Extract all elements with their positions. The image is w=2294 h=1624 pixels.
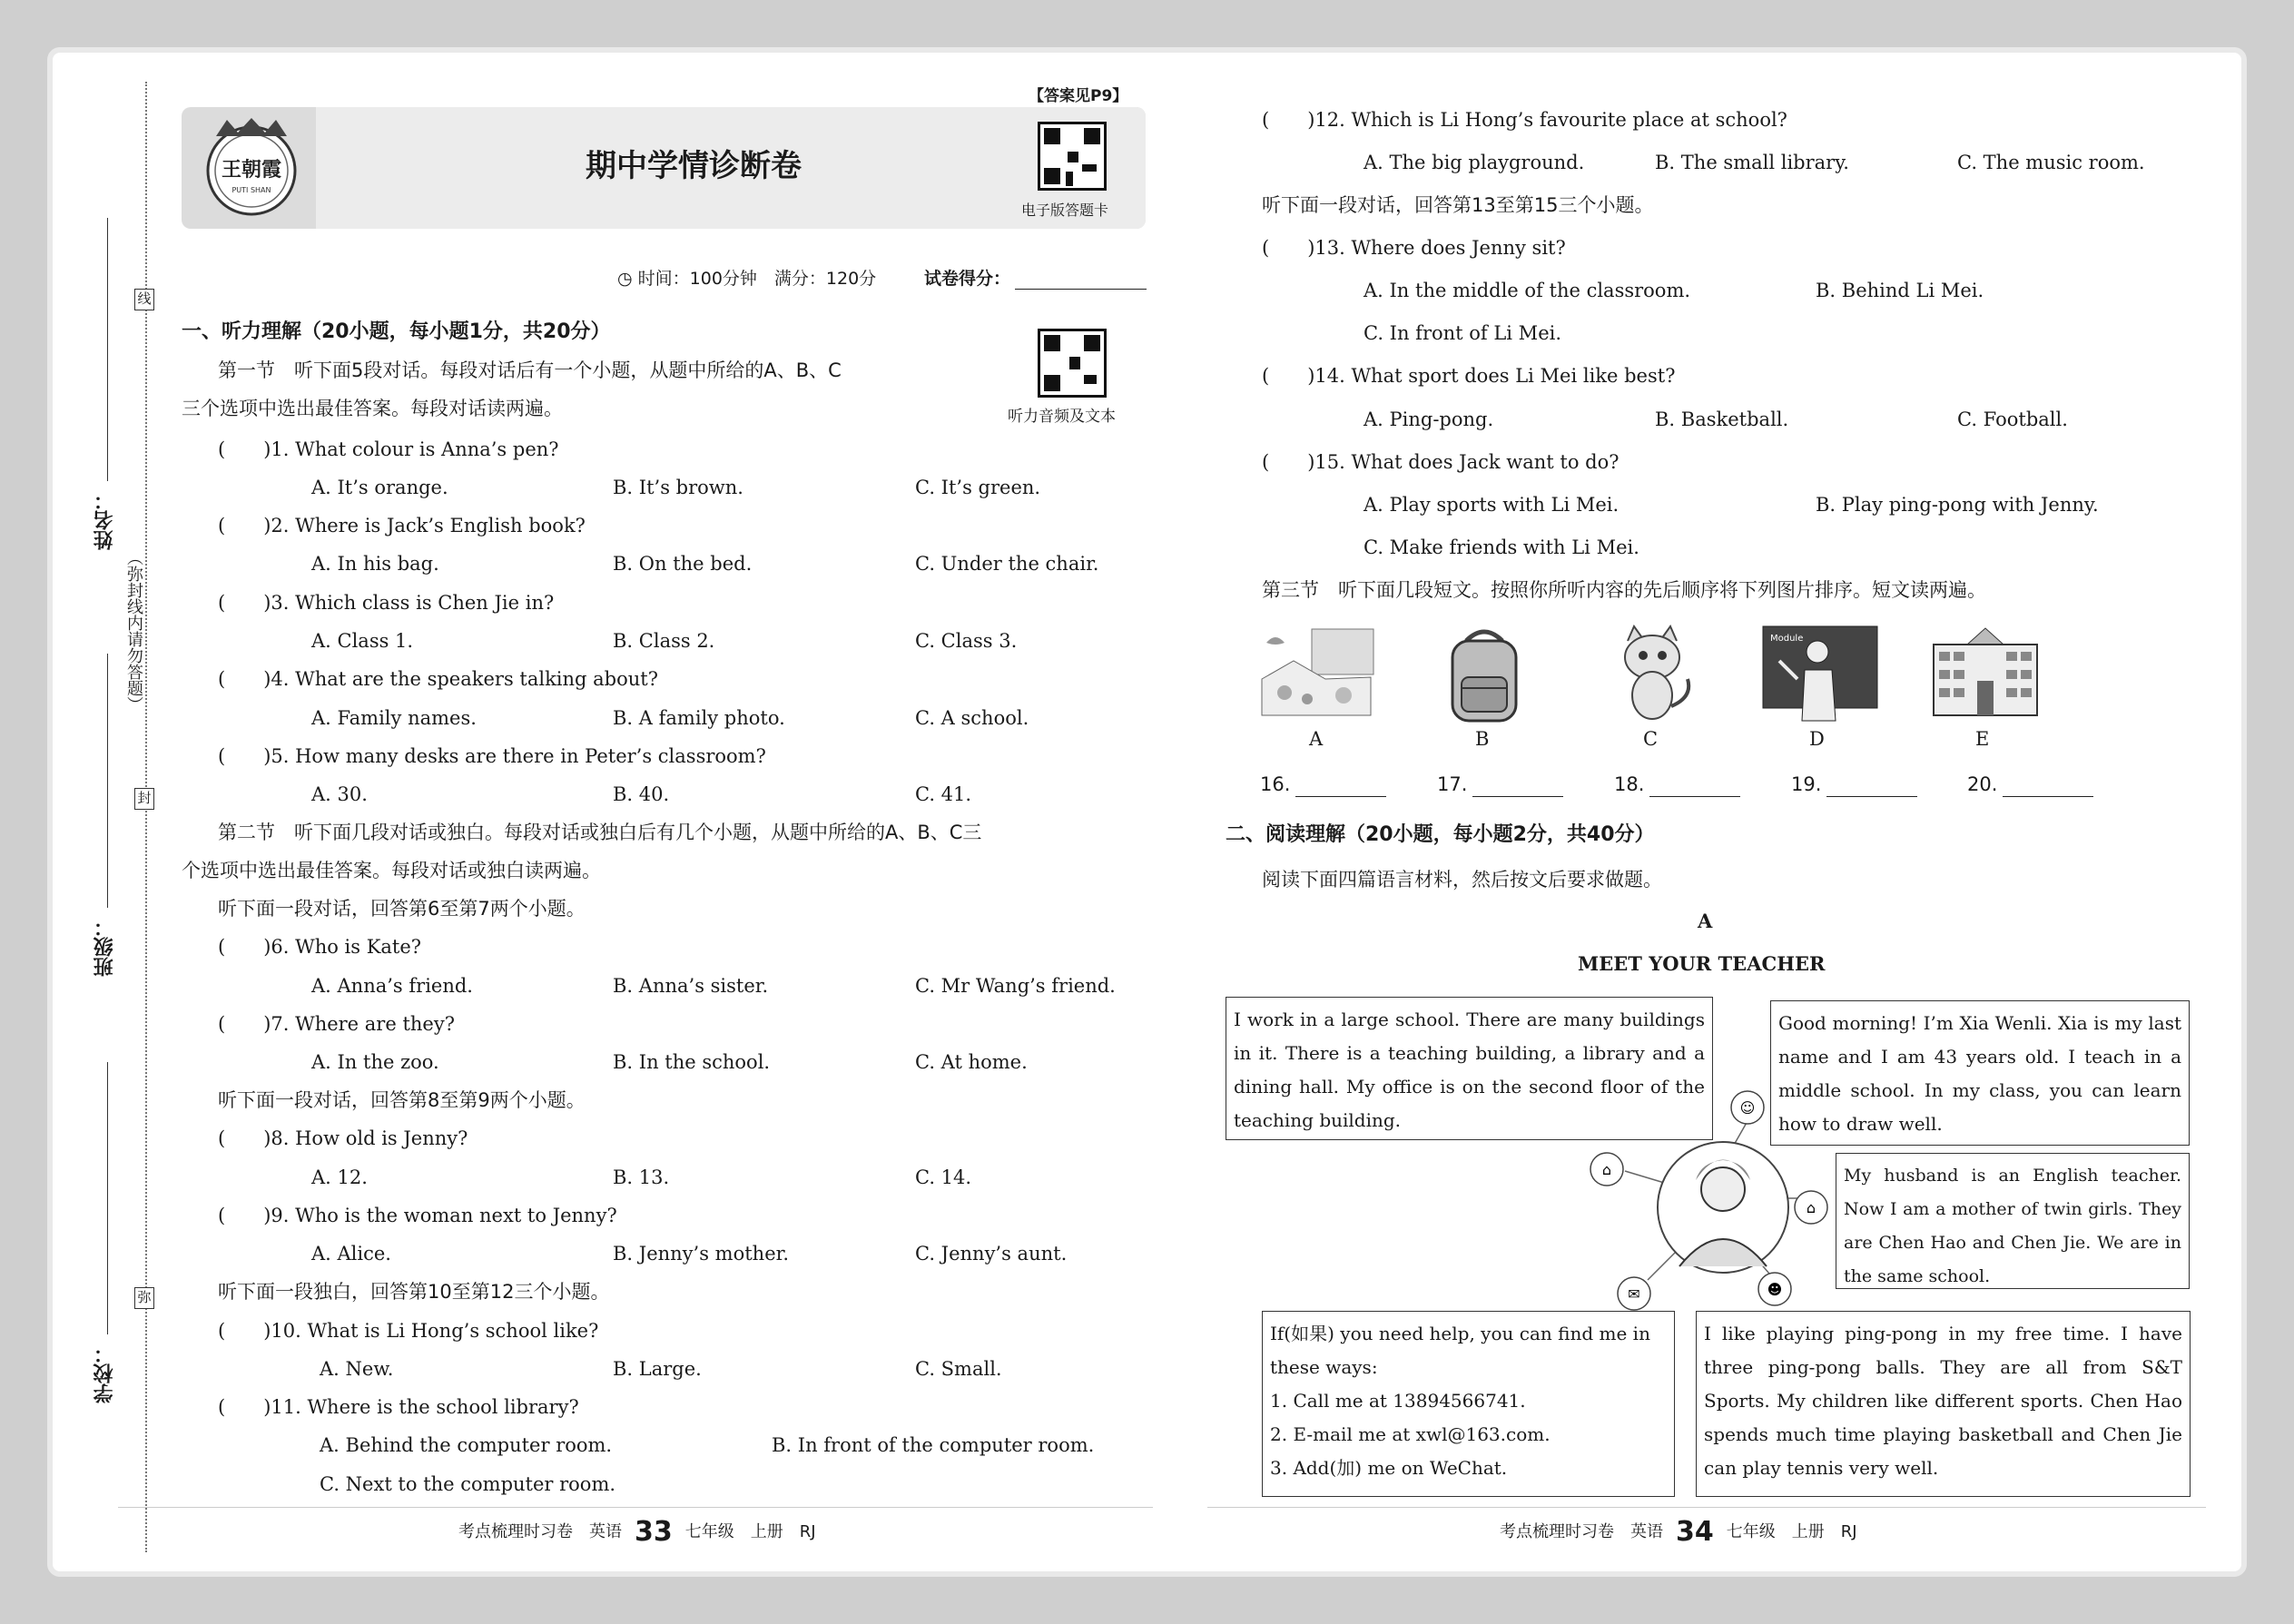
seal-char-xian: 线 bbox=[134, 289, 154, 310]
q2-option-c: C. Under the chair. bbox=[915, 553, 1099, 575]
q5-option-c: C. 41. bbox=[915, 783, 972, 805]
instruction-10-12: 听下面一段独白，回答第10至第12三个小题。 bbox=[218, 1281, 610, 1303]
q13-option-b: B. Behind Li Mei. bbox=[1816, 280, 1984, 301]
q2-option-a: A. In his bag. bbox=[311, 553, 439, 575]
picture-a-playground-icon bbox=[1257, 625, 1375, 724]
instruction-8-9: 听下面一段对话，回答第8至第9两个小题。 bbox=[218, 1089, 586, 1111]
question-2: ( )2. Where is Jack’s English book? bbox=[218, 515, 586, 536]
svg-text:⌂: ⌂ bbox=[1806, 1199, 1816, 1216]
q15-option-c: C. Make friends with Li Mei. bbox=[1364, 536, 1639, 558]
logo-seal-icon bbox=[198, 116, 305, 220]
question-8: ( )8. How old is Jenny? bbox=[218, 1127, 468, 1149]
q7-option-b: B. In the school. bbox=[613, 1051, 771, 1073]
q4-option-b: B. A family photo. bbox=[613, 707, 785, 729]
q13-option-a: A. In the middle of the classroom. bbox=[1364, 280, 1691, 301]
seal-note: （弥封线内请勿答题） bbox=[124, 549, 143, 713]
answer-card-qr-icon[interactable] bbox=[1038, 122, 1107, 191]
q9-option-c: C. Jenny’s aunt. bbox=[915, 1243, 1068, 1265]
picture-d-teacher-icon bbox=[1761, 625, 1879, 724]
svg-text:Module: Module bbox=[1770, 634, 1804, 644]
q8-option-c: C. 14. bbox=[915, 1166, 972, 1188]
question-9: ( )9. Who is the woman next to Jenny? bbox=[218, 1205, 617, 1226]
score-label: 试卷得分： bbox=[924, 269, 1011, 289]
q7-option-c: C. At home. bbox=[915, 1051, 1028, 1073]
passage-box-family: My husband is an English teacher. Now I am a mother of twin girls. They are Chen Hao and Chen Jie. We are in the same school. bbox=[1836, 1153, 2190, 1289]
q12-option-c: C. The music room. bbox=[1957, 152, 2145, 173]
q11-option-c: C. Next to the computer room. bbox=[320, 1473, 616, 1495]
school-label: 学校： bbox=[94, 1343, 116, 1403]
blank-19[interactable]: 19. bbox=[1791, 772, 1917, 797]
q2-option-b: B. On the bed. bbox=[613, 553, 753, 575]
q7-option-a: A. In the zoo. bbox=[311, 1051, 439, 1073]
instruction-6-7: 听下面一段对话，回答第6至第7两个小题。 bbox=[218, 898, 586, 920]
passage-letter: A bbox=[1698, 910, 1713, 932]
passage-box-hobby: I like playing ping-pong in my free time. I have three ping-pong balls. They are all from S&T Sports. My children like different sports. Chen Hao spends much time playing basketball and Chen Jie can play tennis very well. bbox=[1696, 1311, 2191, 1497]
exam-info: ◷ 时间：100分钟 满分：120分 bbox=[617, 269, 877, 289]
part2-title: 二、阅读理解（20小题，每小题2分，共40分） bbox=[1226, 823, 1655, 846]
q4-option-a: A. Family names. bbox=[311, 707, 477, 729]
q3-option-a: A. Class 1. bbox=[311, 630, 414, 652]
page-title: 期中学情诊断卷 bbox=[586, 148, 802, 184]
question-6: ( )6. Who is Kate? bbox=[218, 936, 422, 958]
q9-option-b: B. Jenny’s mother. bbox=[613, 1243, 790, 1265]
q14-option-b: B. Basketball. bbox=[1655, 408, 1789, 430]
sec3-instruction: 第三节 听下面几段短文。按照你所听内容的先后顺序将下列图片排序。短文读两遍。 bbox=[1262, 579, 1986, 601]
q10-option-a: A. New. bbox=[320, 1358, 394, 1380]
svg-text:☺: ☺ bbox=[1739, 1099, 1756, 1117]
header-banner bbox=[182, 87, 1146, 229]
footer-right: 考点梳理时习卷 英语 34 七年级 上册 RJ bbox=[1500, 1516, 1857, 1548]
question-4: ( )4. What are the speakers talking about? bbox=[218, 668, 658, 690]
q11-option-b: B. In front of the computer room. bbox=[772, 1434, 1095, 1456]
name-field[interactable] bbox=[107, 218, 108, 481]
question-10: ( )10. What is Li Hong’s school like? bbox=[218, 1320, 599, 1342]
q8-option-b: B. 13. bbox=[613, 1166, 670, 1188]
question-12: ( )12. Which is Li Hong’s favourite place at school? bbox=[1262, 109, 1787, 131]
passage-box-intro: Good morning! I’m Xia Wenli. Xia is my last name and I am 43 years old. I teach in a middle school. In my class, you can learn how to draw well. bbox=[1770, 1000, 2190, 1146]
q14-option-a: A. Ping-pong. bbox=[1364, 408, 1494, 430]
picture-c-cat-icon bbox=[1593, 625, 1711, 724]
clock-icon: ◷ bbox=[617, 269, 633, 289]
q8-option-a: A. 12. bbox=[311, 1166, 368, 1188]
question-14: ( )14. What sport does Li Mei like best? bbox=[1262, 365, 1676, 387]
q6-option-a: A. Anna’s friend. bbox=[311, 975, 473, 997]
picture-label-d: D bbox=[1809, 728, 1825, 750]
passage-box-work: I work in a large school. There are many buildings in it. There is a teaching building, a library and a dining hall. My office is on the second floor of the teaching building. bbox=[1226, 997, 1713, 1140]
q5-option-a: A. 30. bbox=[311, 783, 368, 805]
picture-label-e: E bbox=[1975, 728, 1990, 750]
q13-option-c: C. In front of Li Mei. bbox=[1364, 322, 1562, 344]
listening-qr-caption: 听力音频及文本 bbox=[1008, 408, 1116, 426]
q4-option-c: C. A school. bbox=[915, 707, 1029, 729]
question-5: ( )5. How many desks are there in Peter’s classroom? bbox=[218, 745, 766, 767]
part1-title: 一、听力理解（20小题，每小题1分，共20分） bbox=[182, 320, 611, 343]
picture-label-b: B bbox=[1475, 728, 1490, 750]
q9-option-a: A. Alice. bbox=[311, 1243, 391, 1265]
picture-label-c: C bbox=[1643, 728, 1659, 750]
qr-caption: 电子版答题卡 bbox=[1021, 202, 1109, 219]
question-15: ( )15. What does Jack want to do? bbox=[1262, 451, 1620, 473]
score-field[interactable] bbox=[1015, 289, 1147, 290]
q6-option-b: B. Anna’s sister. bbox=[613, 975, 769, 997]
listening-audio-qr-icon[interactable] bbox=[1038, 329, 1107, 398]
q11-option-a: A. Behind the computer room. bbox=[320, 1434, 613, 1456]
question-13: ( )13. Where does Jenny sit? bbox=[1262, 237, 1566, 259]
blank-18[interactable]: 18. bbox=[1614, 772, 1740, 797]
seal-char-mi: 弥 bbox=[134, 1287, 154, 1309]
q15-option-a: A. Play sports with Li Mei. bbox=[1364, 494, 1620, 516]
q10-option-c: C. Small. bbox=[915, 1358, 1002, 1380]
q10-option-b: B. Large. bbox=[613, 1358, 702, 1380]
part2-instruction: 阅读下面四篇语言材料，然后按文后要求做题。 bbox=[1262, 869, 1662, 891]
logo-text: 王朝霞 bbox=[221, 158, 282, 182]
answer-reference: 【答案见P9】 bbox=[1029, 87, 1128, 105]
blank-17[interactable]: 17. bbox=[1437, 772, 1563, 797]
passage-box-contact: If(如果) you need help, you can find me in these ways: 1. Call me at 13894566741. 2. E-mail me at xwl@163.com. 3. Add(加) me on WeChat. bbox=[1262, 1311, 1675, 1497]
q12-option-b: B. The small library. bbox=[1655, 152, 1849, 173]
picture-e-school-building-icon bbox=[1926, 625, 2044, 724]
passage-title: MEET YOUR TEACHER bbox=[1578, 952, 1826, 975]
q15-option-b: B. Play ping-pong with Jenny. bbox=[1816, 494, 2099, 516]
sec2-instruction-1: 第二节 听下面几段对话或独白。每段对话或独白后有几个小题，从题中所给的A、B、C三 bbox=[218, 822, 982, 843]
q12-option-a: A. The big playground. bbox=[1364, 152, 1585, 173]
school-field[interactable] bbox=[107, 1062, 108, 1334]
question-7: ( )7. Where are they? bbox=[218, 1013, 455, 1035]
q5-option-b: B. 40. bbox=[613, 783, 670, 805]
q1-option-c: C. It’s green. bbox=[915, 477, 1041, 498]
blank-20[interactable]: 20. bbox=[1967, 772, 2093, 797]
sec2-instruction-2: 个选项中选出最佳答案。每段对话或独白读两遍。 bbox=[182, 860, 601, 881]
svg-text:☻: ☻ bbox=[1767, 1281, 1783, 1298]
class-label: 班级： bbox=[94, 917, 116, 977]
picture-b-schoolbag-icon bbox=[1425, 625, 1543, 724]
name-label: 姓名： bbox=[94, 490, 116, 550]
sec1-instruction-2: 三个选项中选出最佳答案。每段对话读两遍。 bbox=[182, 398, 563, 419]
logo-subtext: PUTI SHAN bbox=[231, 186, 271, 194]
q3-option-c: C. Class 3. bbox=[915, 630, 1018, 652]
picture-label-a: A bbox=[1309, 728, 1324, 750]
q6-option-c: C. Mr Wang’s friend. bbox=[915, 975, 1116, 997]
seal-char-feng: 封 bbox=[134, 788, 154, 810]
svg-text:✉: ✉ bbox=[1628, 1285, 1640, 1303]
q1-option-b: B. It’s brown. bbox=[613, 477, 743, 498]
q14-option-c: C. Football. bbox=[1957, 408, 2068, 430]
blank-16[interactable]: 16. bbox=[1260, 772, 1386, 797]
instruction-13-15: 听下面一段对话，回答第13至第15三个小题。 bbox=[1262, 194, 1654, 216]
footer-left: 考点梳理时习卷 英语 33 七年级 上册 RJ bbox=[458, 1516, 816, 1548]
question-3: ( )3. Which class is Chen Jie in? bbox=[218, 592, 555, 614]
class-field[interactable] bbox=[107, 654, 108, 908]
question-11: ( )11. Where is the school library? bbox=[218, 1396, 579, 1418]
svg-text:⌂: ⌂ bbox=[1601, 1161, 1612, 1178]
question-1: ( )1. What colour is Anna’s pen? bbox=[218, 438, 559, 460]
q1-option-a: A. It’s orange. bbox=[311, 477, 448, 498]
q3-option-b: B. Class 2. bbox=[613, 630, 715, 652]
sec1-instruction-1: 第一节 听下面5段对话。每段对话后有一个小题，从题中所给的A、B、C bbox=[218, 359, 842, 381]
